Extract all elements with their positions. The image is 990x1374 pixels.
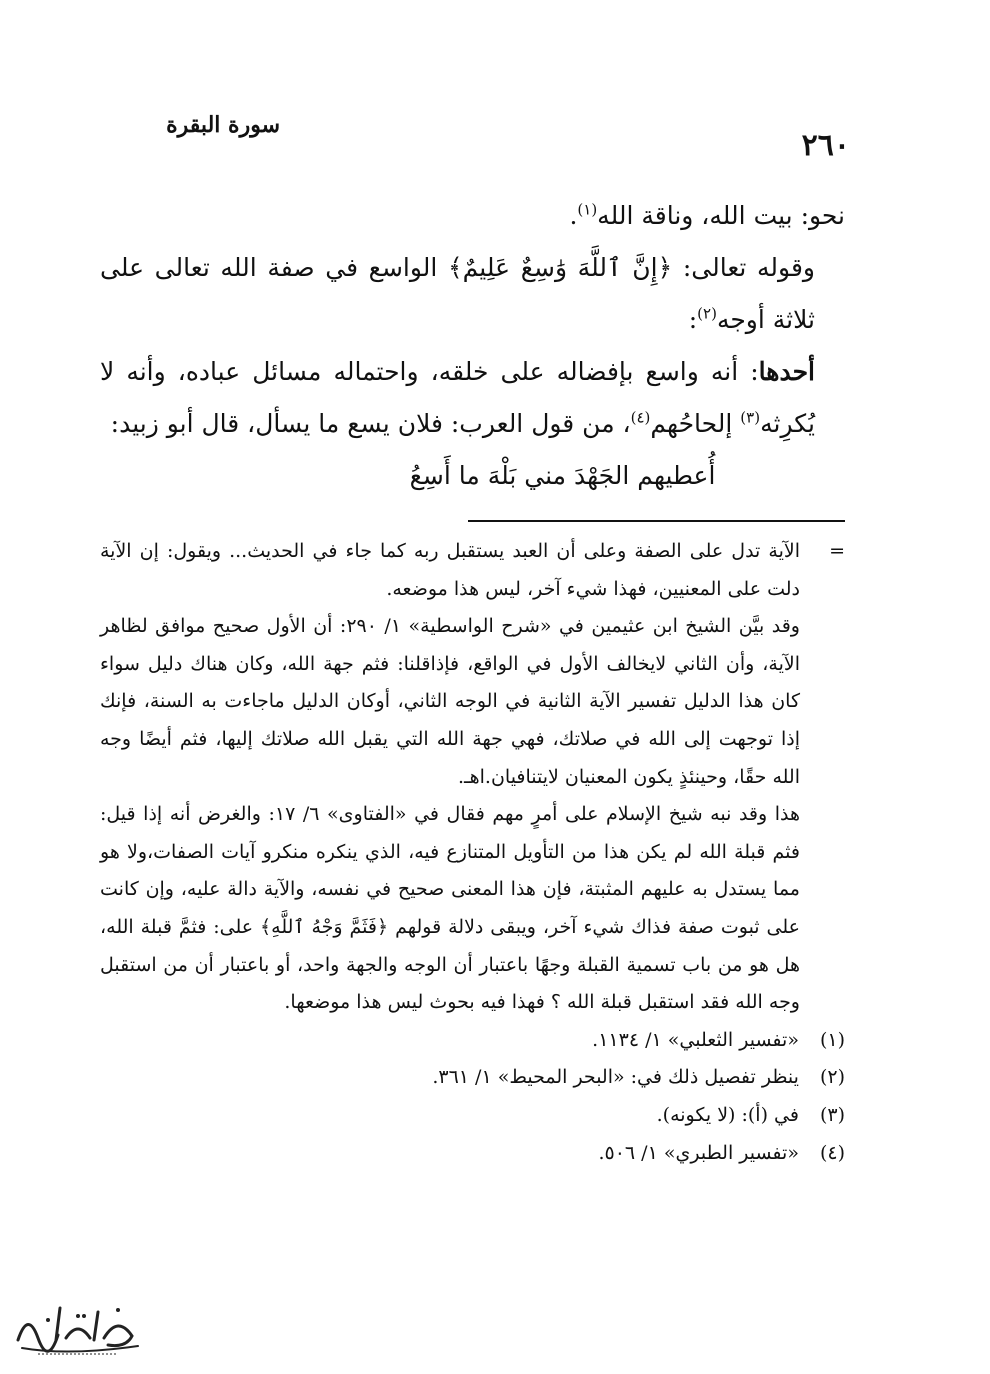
poetry-verse: أُعطيهم الجَهْدَ مني بَلْهَ ما أَسِعُ [409, 461, 716, 490]
main-text [100, 190, 845, 502]
footnote-ref: (٤) [630, 408, 651, 427]
footnote-cont-paragraph: وقد بيَّن الشيخ ابن عثيمين في «شرح الواسطية» ١/ ٢٩٠: أن الأول صحيح موافق لظاهر الآية، وأن الثاني لايخالف الأول في الواقع، فإذاقلنا: فثم جهة الله، وكان هناك دليل سواء كان هذا الدليل تفسير الآية الثانية في الوجه الثاني، أوكان الدليل ماجاءت به السنة، فإنك إذا توجهت إلى الله في صلاتك، فهي جهة الله التي يقبل الله صلاتك إليها، فثم أيضًا وجه الله حقًا، وحينئذٍ يكون المعنيان لايتنافيان.اهـ. [100, 615, 800, 788]
footnote-item [100, 1097, 845, 1135]
bold-heading: أحدها [758, 357, 815, 386]
footnote-text: في (أ): (لا يكونه). [656, 1103, 799, 1126]
page-number: ٢٦٠ [801, 128, 850, 163]
footnote-number: (٤) [819, 1141, 845, 1164]
footnote-text: «تفسير الطبري» ١/ ٥٠٦. [598, 1141, 799, 1164]
continuation-mark: = [829, 540, 845, 562]
footnote-text: ينظر تفصيل ذلك في: «البحر المحيط» ١/ ٣٦١. [432, 1066, 799, 1089]
footnote-number: (٢) [819, 1066, 845, 1089]
footnote-cont-paragraph: الآية تدل على الصفة وعلى أن العبد يستقبل ربه كما جاء في الحديث... ويقول: إن الآية دلت على المعنيين، فهذا شيء آخر، ليس هذا موضعه. [100, 540, 800, 600]
body-paragraph-2: وقوله تعالى: ﴿إِنَّ ٱللَّهَ وَٰسِعٌ عَلِيمٌ﴾ الواسع في صفة الله تعالى على ثلاثة أوجه$^{(٢)}$: [100, 253, 815, 334]
calligraphy-stamp-logo [8, 1290, 148, 1360]
footnote-item [100, 1022, 845, 1060]
footnote-item [100, 1059, 845, 1097]
footnote-ref: (٢) [697, 304, 717, 323]
footnote-item [100, 1135, 845, 1173]
footnotes [100, 533, 845, 1172]
footnote-ref: (٣) [740, 408, 761, 427]
body-paragraph-3: أحدها: أنه واسع بإفضاله على خلقه، واحتماله مسائل عباده، وأنه لا يُكرِثه$^{(٣)}$ إلحاحُهم$^{(٤)}$، من قول العرب: فلان يسع ما يسأل، قال أبو زبيد: [100, 357, 815, 438]
footnote-number: (٣) [819, 1103, 845, 1126]
footnote-separator [468, 520, 845, 522]
footnote-number: (١) [819, 1028, 845, 1051]
footnote-continuation [100, 533, 845, 1022]
footnote-text: «تفسير الثعلبي» ١/ ١١٣٤. [592, 1028, 799, 1051]
footnote-ref: (١) [577, 200, 598, 219]
body-line-1: نحو: بيت الله، وناقة الله$^{(١)}$. [569, 200, 845, 230]
footnote-cont-paragraph: هذا وقد نبه شيخ الإسلام على أمرٍ مهم فقال في «الفتاوى» ٦/ ١٧: والغرض أنه إذا قيل: فثم قبلة الله لم يكن هذا من التأويل المتنازع فيه، الذي ينكره منكرو آيات الصفات،ولا هو مما يستدل به عليهم المثبتة، فإن هذا المعنى صحيح في نفسه، والآية دالة عليه، وإن كانت على ثبوت صفة فذاك شيء آخر، ويبقى دلالة قولهم ﴿فَثَمَّ وَجْهُ ٱللَّهِ﴾ على: فثمَّ قبلة الله، هل هو من باب تسمية القبلة وجهًا باعتبار أن الوجه والجهة واحد، أو باعتبار أن من استقبل وجه الله فقد استقبل قبلة الله ؟ فهذا فيه بحوث ليس هذا موضعها. [100, 803, 800, 1014]
quran-quote: ﴿إِنَّ ٱللَّهَ وَٰسِعٌ عَلِيمٌ﴾ [448, 253, 673, 282]
running-header-surah: سورة البقرة [166, 112, 280, 138]
